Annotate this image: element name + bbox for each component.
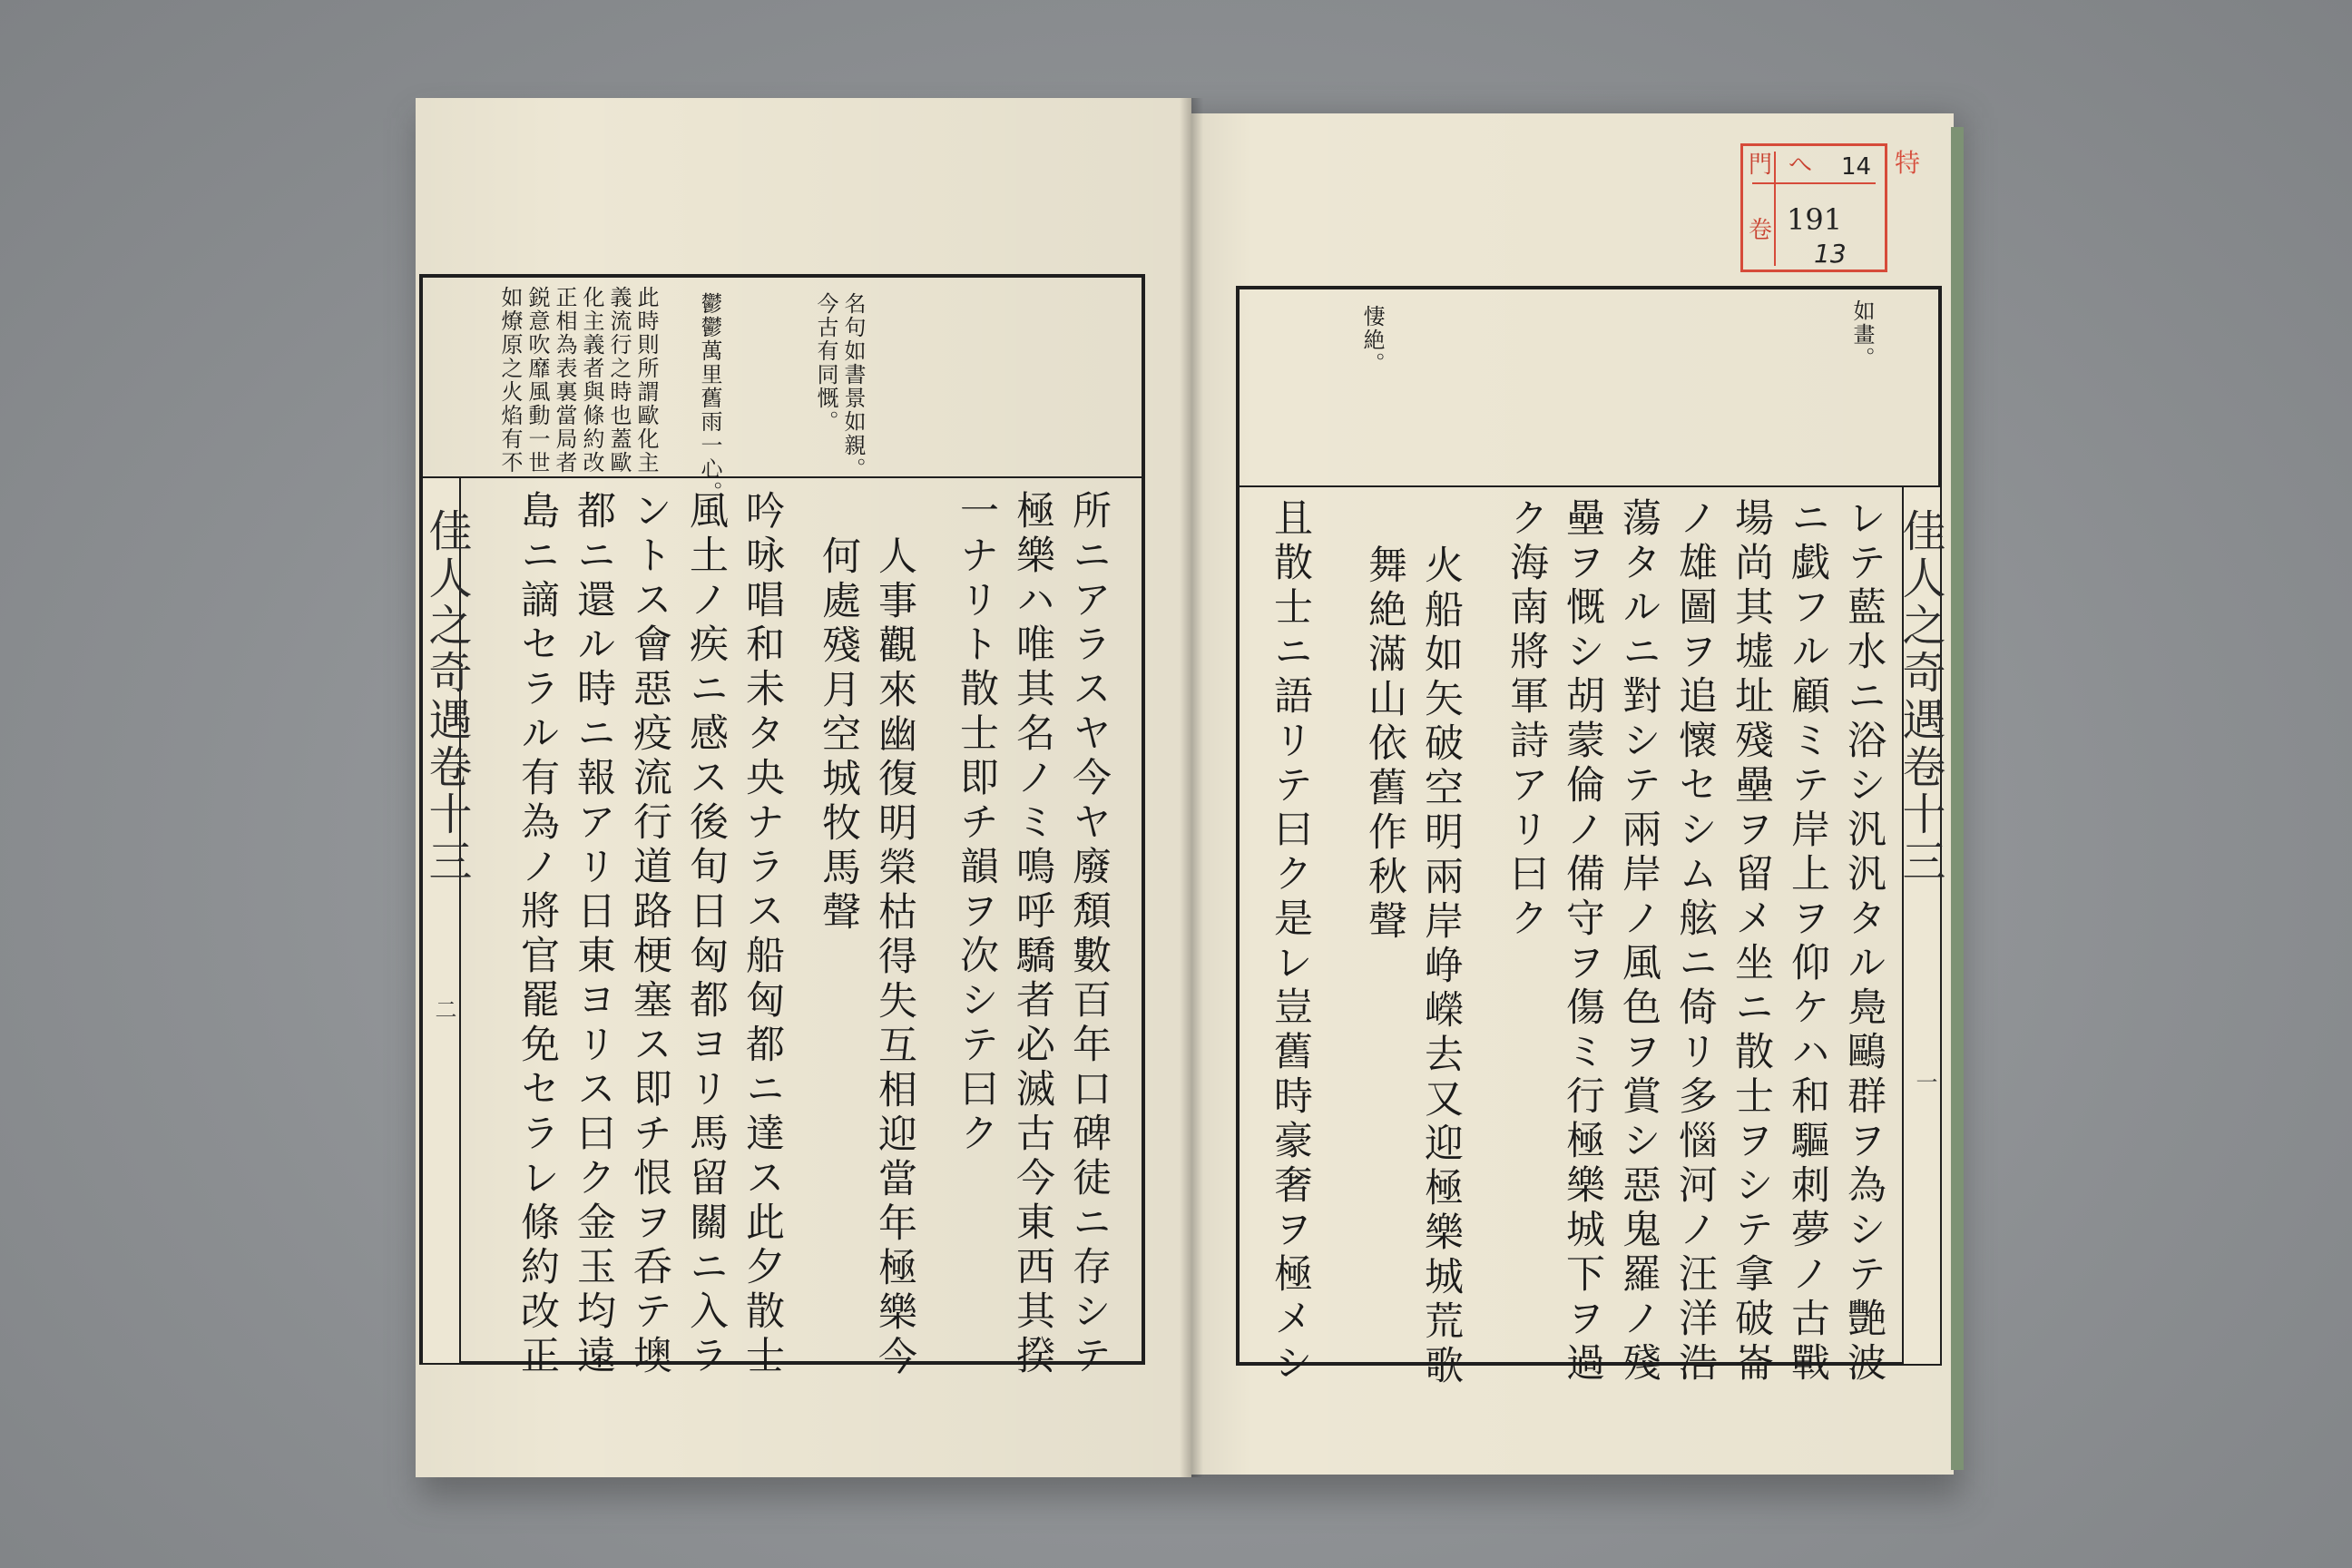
left-folio: 二	[431, 998, 456, 1020]
left-note: 化主義者與條約改	[579, 286, 604, 475]
left-text-column: 吟咏唱和未タ央ナラス船匈都ニ達ス此夕散士	[740, 490, 785, 1379]
left-text-column: 風土ノ疾ニ感ス後旬日匈都ヨリ馬留關ニ入ラ	[683, 490, 729, 1379]
stamp-number: 191	[1787, 202, 1843, 237]
left-text-column: 所ニアラスヤ今ヤ廢頽數百年口碑徒ニ存シテ	[1066, 490, 1112, 1379]
left-note-divider	[423, 476, 1142, 478]
left-text-column: 島ニ謫セラル有為ノ將官罷免セラレ條約改正	[514, 490, 560, 1379]
left-note: 名句如書景如親。	[840, 292, 866, 481]
right-text-column: レテ藍水ニ浴シ汎汎タル鳧鷗群ヲ為シテ艷波	[1841, 497, 1886, 1387]
right-text-column: 舞絶滿山依舊作秋聲	[1362, 544, 1407, 945]
right-folio: 一	[1912, 1071, 1937, 1093]
stamp-mark: 特	[1895, 148, 1921, 178]
right-text-column: 且散士ニ語リテ曰ク是レ豈舊時豪奢ヲ極メシ	[1268, 497, 1313, 1387]
library-stamp	[1740, 143, 1887, 272]
left-running-header: 佳人之奇遇卷十三	[421, 508, 472, 886]
left-note: 此時則所謂歐化主	[633, 286, 659, 475]
right-note: 如畫。	[1849, 299, 1875, 370]
right-text-column: 壘ヲ慨シ胡蒙倫ノ備守ヲ傷ミ行極樂城下ヲ過	[1560, 497, 1605, 1387]
left-text-column: 極樂ハ唯其名ノミ鳴呼驕者必滅古今東西其揆	[1010, 490, 1055, 1379]
left-text-column: 一ナリト散士即チ韻ヲ次シテ曰ク	[954, 490, 999, 1157]
stamp-mark: 門	[1749, 152, 1773, 179]
right-text-column: 蕩タルニ對シテ兩岸ノ風色ヲ賞シ惡鬼羅ノ殘	[1616, 497, 1661, 1387]
left-text-column: 何處殘月空城牧馬聲	[816, 535, 861, 936]
right-text-column: 場尚其墟址殘壘ヲ留メ坐ニ散士ヲシテ拿破崙	[1729, 497, 1774, 1387]
right-text-column: ノ雄圖ヲ追懷セシム舷ニ倚リ多惱河ノ汪洋浩	[1672, 497, 1718, 1387]
left-note: 鬱鬱萬里舊雨一心。	[697, 292, 722, 505]
left-text-column: 都ニ還ル時ニ報アリ日東ヨリス曰ク金玉均遠	[571, 490, 616, 1379]
stamp-divider	[1752, 182, 1876, 184]
stamp-mark: 14	[1841, 153, 1872, 181]
left-note: 今古有同慨。	[813, 292, 838, 434]
right-note-divider	[1240, 485, 1938, 487]
right-running-header: 佳人之奇遇卷十三	[1895, 508, 1945, 886]
book-gutter	[1180, 98, 1203, 1477]
left-note: 義流行之時也蓋歐	[606, 286, 632, 475]
right-text-column: ク海南將軍詩アリ曰ク	[1504, 497, 1549, 942]
left-note: 正相為表裏當局者	[552, 286, 577, 475]
cover-edge	[1951, 127, 1964, 1470]
stamp-mark: へ	[1788, 152, 1813, 179]
stamp-divider	[1774, 152, 1776, 266]
left-text-column: 人事觀來幽復明榮枯得失互相迎當年極樂今	[872, 535, 917, 1380]
left-note: 鋭意吹靡風動一世	[524, 286, 550, 475]
stamp-subnumber: 13	[1814, 239, 1847, 269]
right-text-column: 火船如矢破空明兩岸峥嶸去又迎極樂城荒歌	[1418, 544, 1464, 1389]
right-text-column: ニ戯フル顧ミテ岸上ヲ仰ケハ和驅刺夢ノ古戰	[1785, 497, 1830, 1387]
right-note: 悽絶。	[1359, 305, 1385, 376]
stamp-mark: 卷	[1749, 217, 1773, 244]
left-text-column: ントス會惡疫流行道路梗塞ス即チ恨ヲ呑テ墺	[627, 490, 672, 1379]
left-note: 如燎原之火焰有不	[497, 286, 523, 475]
